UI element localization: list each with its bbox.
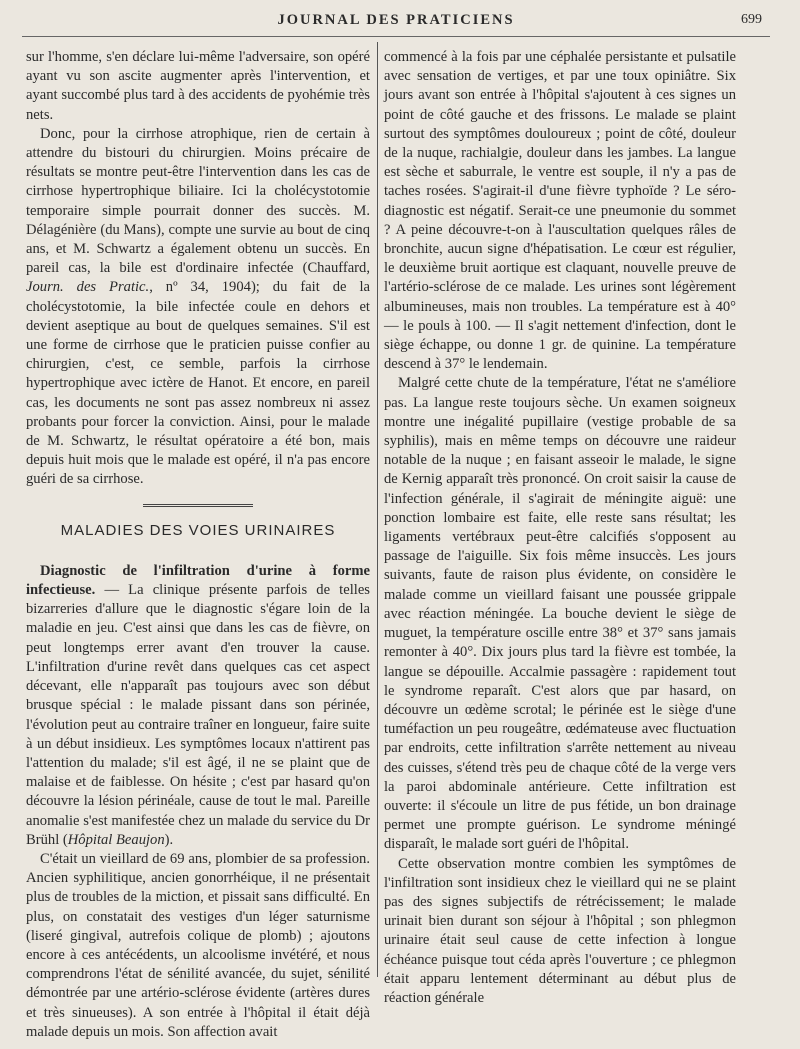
paragraph xyxy=(26,125,370,490)
paragraph: Cette observation montre combien les symptômes de l'infiltration sont insidieux chez le vieillard qui ne se plaint pas des signes subjectifs de rétrécissement; le malade urinait bien durant son séjour à l'hôpital ; son phlegmon urinaire était seul cause de cette infection à longue échéance puisque tout céda après l'ouverture ; ce phlegmon était apparu lentement déterminant au début plus de réaction générale xyxy=(384,855,736,1006)
column-divider xyxy=(377,42,378,977)
paragraph xyxy=(26,562,370,850)
journal-title: JOURNAL DES PRATICIENS xyxy=(277,12,515,28)
paragraph: C'était un vieillard de 69 ans, plombier de sa profession. Ancien syphilitique, ancien gonorrhéique, il ne présentait plus de troubles de la miction, et pissait sans difficulté. En plus, on constatait des vestiges d'un léger saturnisme (liseré gingival, autrefois colique de plomb) ; ajoutons encore à ces antécédents, un alcoolisme invétéré, et nous comprendrons l'état de sénilité avancée, du sujet, sénilité démontrée par une artério-sclérose évidente (artères dures et très sinueuses). A son entrée à l'hôpital il était déjà malade depuis un mois. Son affection avait xyxy=(26,850,370,1040)
article-lead: Diagnostic de l'infiltration d'urine à forme infectieuse. xyxy=(26,562,370,599)
journal-reference: Journ. des Pratic. xyxy=(26,279,150,296)
paragraph: sur l'homme, s'en déclare lui-même l'adversaire, son opéré ayant vu son ascite augmenter après l'intervention, et ayant succombé plus tard à des accidents de pyohémie très nets. xyxy=(26,49,370,123)
paragraph-text: Donc, pour la cirrhose atrophique, rien de certain à attendre du bistouri du chirurgien. Moins précaire de résultats se montre peut-être l'intervention dans les cas de cirrhose hypertrophique biliaire. Ici la cholécystotomie temporaire simple pourrait donner des succès. M. Délagénière (du Mans), compte une survie au bout de cinq ans, et M. Schwartz a également obtenu un succès. En pareil cas, la bile est d'ordinaire infectée (Chauffard, xyxy=(26,125,370,277)
hospital-reference: Hôpital Beaujon xyxy=(67,831,165,848)
page-header xyxy=(22,10,770,37)
paragraph: commencé à la fois par une céphalée persistante et pulsatile avec sensation de vertiges, et par une toux opiniâtre. Six jours avant son entrée à l'hôpital s'ajoutent à ces signes un point de côté gauche et des frissons. Le malade se plaint surtout des symptômes douloureux ; point de côté, douleur de la nuque, rachialgie, douleur dans les jambes. La langue est sèche et saburrale, le ventre est souple, il n'y a pas de taches rosées. S'agirait-il d'une fièvre typhoïde ? Le séro-diagnostic est négatif. Serait-ce une pneumonie du sommet ? A peine découvre-t-on à l'auscultation quelques râles de bronchite, aucun signe d'hépatisation. Le cœur est régulier, le deuxième bruit aortique est claquant, nouvelle preuve de l'artério-sclérose de ce malade. Les urines sont légèrement albumineuses, mais non troubles. La température est à 40° — le pouls à 100. — Il s'agit nettement d'infection, dont le siège échappe, ou donne 1 gr. de quinine. La température descend à 37° le lendemain. xyxy=(384,49,736,373)
page-number: 699 xyxy=(741,12,762,27)
paragraph-text: , nº 34, 1904); du fait de la cholécystotomie, la bile infectée coule en dehors et devient aseptique au bout de quelques semaines. S'il est une forme de cirrhose que le praticien puisse confier au chirurgien, c'est, ce semble, parfois la cirrhose hypertrophique avec ictère de Hanot. Et encore, en pareil cas, les documents ne sont pas assez nombreux ni assez probants pour forcer la conviction. Ainsi, pour le malade de M. Schwartz, le résultat opératoire a été bon, mais depuis huit mois que le malade est opéré, il n'a pas encore guéri de sa cirrhose. xyxy=(26,279,371,488)
paragraph-text: ). xyxy=(164,831,174,848)
paragraph-text: — La clinique présente parfois de telles bizarreries d'allure que le diagnostic s'égare loin de la maladie en jeu. C'est ainsi que dans les cas de fièvre, on peut longtemps errer avant d'en trouver la cause. L'infiltration d'urine revêt dans quelques cas cet aspect décevant, elle n'apparaît pas toujours avec son début brusque spécial : le malade pissant dans son périnée, l'évolution peut au contraire traîner en longueur, faire suite à un début insidieux. Les symptômes locaux n'attirent pas l'attention du malade; s'il est âgé, il ne se plaint que de malaise et de faiblesse. On hésite ; c'est par hasard qu'on découvre la lésion périnéale, cause de tout le mal. Pareille anomalie s'est manifestée chez un malade du service du Dr Brühl ( xyxy=(26,582,370,848)
left-column xyxy=(26,48,370,1042)
right-column xyxy=(384,48,736,1008)
section-title: MALADIES DES VOIES URINAIRES xyxy=(60,521,336,539)
section-rule xyxy=(143,504,253,507)
paragraph: Malgré cette chute de la température, l'état ne s'améliore pas. La langue reste toujours sèche. Un examen soigneux montre une inégalité pupillaire (vestige probable de sa syphilis), mais en même temps on découvre une raideur notable de la nuque ; en faisant asseoir le malade, le signe de Kernig apparaît très prononcé. On croit saisir la cause de l'infection générale, il s'agirait de méningite aiguë: une ponction lombaire est faite, elle reste sans résultat; les ligaments vertébraux peut-être calcifiés s'opposent au passage de l'aiguille. Six fois même insuccès. Les jours suivants, faute de raison plus évidente, on considère le malade comme un vieillard faisant une poussée grippale avec réaction méningée. La bouche devient le siège de muguet, la température oscille entre 38° et 37° sans jamais remonter à 40°. Dix jours plus tard la fièvre est tombée, la langue se dépouille. Accalmie passagère : rapidement tout le syndrome reparaît. C'est alors que par hasard, on découvre un œdème scrotal; le périnée est le siège d'une tuméfaction un peu rougeâtre, œdémateuse avec fluctuation par endroits, cette infiltration s'arrête nettement au niveau des cuisses, s'étend très peu de chaque côté de la verge vers la paroi abdominale antérieure. Cette infiltration est ouverte: il s'écoule un litre de pus fétide, un bon drainage permet une prompte guérison. Le syndrome méningé disparaît, le malade sort guéri de l'hôpital. xyxy=(384,375,736,853)
